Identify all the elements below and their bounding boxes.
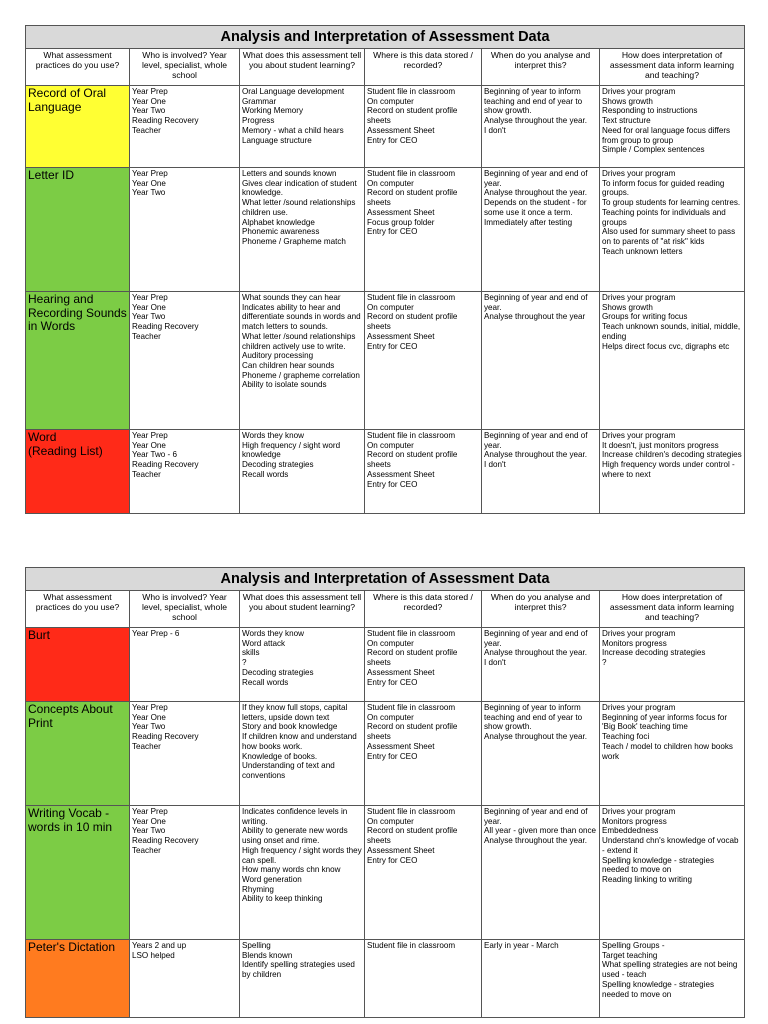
cell-tells-about-learning: Spelling Blends known Identify spelling strategies used by children <box>240 940 365 1018</box>
cell-tells-about-learning: Words they know Word attack skills ? Decoding strategies Recall words <box>240 628 365 702</box>
assessment-data-table <box>25 25 745 514</box>
column-header-tells-about-learning: What does this assessment tell you about student learning? <box>240 49 365 86</box>
column-header-informs-teaching: How does interpretation of assessment data inform learning and teaching? <box>600 591 745 628</box>
cell-tells-about-learning: What sounds they can hear Indicates ability to hear and differentiate sounds in words and match letters to sounds. What letter /sound relationships children actively use to write. Auditory processing Can children hear sounds Phoneme / grapheme correlation Ability to isolate sounds <box>240 292 365 430</box>
table-row <box>26 940 745 1018</box>
cell-tells-about-learning: Oral Language development Grammar Working Memory Progress Memory - what a child hears Language structure <box>240 86 365 168</box>
cell-practice: Hearing and Recording Sounds in Words <box>26 292 130 430</box>
cell-when-analysed: Beginning of year and end of year. Analyse throughout the year. Depends on the student - for some use it once a term. Immediately after testing <box>482 168 600 292</box>
column-header-tells-about-learning: What does this assessment tell you about student learning? <box>240 591 365 628</box>
cell-tells-about-learning: Letters and sounds known Gives clear indication of student knowledge. What letter /sound relationships children use. Alphabet knowledge Phonemic awareness Phoneme / Grapheme match <box>240 168 365 292</box>
cell-when-analysed: Beginning of year and end of year. All year - given more than once Analyse throughout the year. <box>482 806 600 940</box>
cell-when-analysed: Beginning of year to inform teaching and end of year to show growth. Analyse throughout the year. <box>482 702 600 806</box>
cell-data-stored: Student file in classroom On computer Record on student profile sheets Assessment Sheet Focus group folder Entry for CEO <box>365 168 482 292</box>
column-header-data-stored: Where is this data stored / recorded? <box>365 49 482 86</box>
cell-practice: Record of Oral Language <box>26 86 130 168</box>
cell-informs-teaching: Drives your program Beginning of year informs focus for 'Big Book' teaching time Teaching foci Teach / model to children how books work <box>600 702 745 806</box>
cell-tells-about-learning: If they know full stops, capital letters, upside down text Story and book knowledge If children know and understand how books work. Knowledge of books. Understanding of text and conventions <box>240 702 365 806</box>
column-header-informs-teaching: How does interpretation of assessment data inform learning and teaching? <box>600 49 745 86</box>
column-header-when-analysed: When do you analyse and interpret this? <box>482 591 600 628</box>
table-row <box>26 168 745 292</box>
cell-when-analysed: Beginning of year and end of year. Analyse throughout the year. I don't <box>482 628 600 702</box>
cell-informs-teaching: Drives your program To inform focus for guided reading groups. To group students for learning centres. Teaching points for individuals and groups Also used for summary sheet to pass on to parents of "at risk" kids Teach unknown letters <box>600 168 745 292</box>
cell-data-stored: Student file in classroom On computer Record on student profile sheets Assessment Sheet Entry for CEO <box>365 292 482 430</box>
cell-when-analysed: Beginning of year to inform teaching and end of year to show growth. Analyse throughout the year. I don't <box>482 86 600 168</box>
assessment-table-1 <box>25 25 744 514</box>
cell-involved: Year Prep Year One Year Two <box>130 168 240 292</box>
assessment-data-table <box>25 567 745 1018</box>
column-header-involved: Who is involved? Year level, specialist, whole school <box>130 591 240 628</box>
cell-data-stored: Student file in classroom On computer Record on student profile sheets Assessment Sheet Entry for CEO <box>365 702 482 806</box>
cell-data-stored: Student file in classroom On computer Record on student profile sheets Assessment Sheet Entry for CEO <box>365 86 482 168</box>
cell-involved: Year Prep - 6 <box>130 628 240 702</box>
table-row <box>26 292 745 430</box>
cell-informs-teaching: Drives your program Monitors progress Embeddedness Understand chn's knowledge of vocab - extend it Spelling knowledge - strategies needed to move on Reading linking to writing <box>600 806 745 940</box>
table-title: Analysis and Interpretation of Assessment Data <box>26 26 745 49</box>
cell-when-analysed: Beginning of year and end of year. Analyse throughout the year <box>482 292 600 430</box>
cell-informs-teaching: Drives your program Shows growth Groups for writing focus Teach unknown sounds, initial, middle, ending Helps direct focus cvc, digraphs etc <box>600 292 745 430</box>
column-header-practice: What assessment practices do you use? <box>26 591 130 628</box>
assessment-table-2 <box>25 567 744 1018</box>
cell-practice: Writing Vocab - words in 10 min <box>26 806 130 940</box>
cell-data-stored: Student file in classroom <box>365 940 482 1018</box>
cell-practice: Letter ID <box>26 168 130 292</box>
cell-practice: Burt <box>26 628 130 702</box>
table-title-row <box>26 568 745 591</box>
column-header-row <box>26 49 745 86</box>
cell-informs-teaching: Spelling Groups - Target teaching What spelling strategies are not being used - teach Spelling knowledge - strategies needed to move on <box>600 940 745 1018</box>
cell-data-stored: Student file in classroom On computer Record on student profile sheets Assessment Sheet Entry for CEO <box>365 430 482 514</box>
cell-data-stored: Student file in classroom On computer Record on student profile sheets Assessment Sheet Entry for CEO <box>365 628 482 702</box>
cell-involved: Years 2 and up LSO helped <box>130 940 240 1018</box>
cell-informs-teaching: Drives your program Shows growth Responding to instructions Text structure Need for oral language focus differs from group to group Simple / Complex sentences <box>600 86 745 168</box>
cell-involved: Year Prep Year One Year Two Reading Recovery Teacher <box>130 86 240 168</box>
table-title-row <box>26 26 745 49</box>
cell-involved: Year Prep Year One Year Two Reading Recovery Teacher <box>130 806 240 940</box>
cell-involved: Year Prep Year One Year Two - 6 Reading Recovery Teacher <box>130 430 240 514</box>
table-title: Analysis and Interpretation of Assessment Data <box>26 568 745 591</box>
cell-tells-about-learning: Words they know High frequency / sight word knowledge Decoding strategies Recall words <box>240 430 365 514</box>
cell-practice: Concepts About Print <box>26 702 130 806</box>
column-header-when-analysed: When do you analyse and interpret this? <box>482 49 600 86</box>
cell-involved: Year Prep Year One Year Two Reading Recovery Teacher <box>130 292 240 430</box>
table-row <box>26 86 745 168</box>
cell-practice: Word (Reading List) <box>26 430 130 514</box>
column-header-data-stored: Where is this data stored / recorded? <box>365 591 482 628</box>
column-header-row <box>26 591 745 628</box>
table-row <box>26 702 745 806</box>
table-row <box>26 430 745 514</box>
cell-involved: Year Prep Year One Year Two Reading Recovery Teacher <box>130 702 240 806</box>
cell-when-analysed: Early in year - March <box>482 940 600 1018</box>
cell-tells-about-learning: Indicates confidence levels in writing. Ability to generate new words using onset and rime. High frequency / sight words they can spell. How many words chn know Word generation Rhyming Ability to keep thinking <box>240 806 365 940</box>
table-row <box>26 628 745 702</box>
table-row <box>26 806 745 940</box>
cell-when-analysed: Beginning of year and end of year. Analyse throughout the year. I don't <box>482 430 600 514</box>
cell-practice: Peter's Dictation <box>26 940 130 1018</box>
column-header-practice: What assessment practices do you use? <box>26 49 130 86</box>
cell-informs-teaching: Drives your program It doesn't, just monitors progress Increase children's decoding strategies High frequency words under control - where to next <box>600 430 745 514</box>
cell-data-stored: Student file in classroom On computer Record on student profile sheets Assessment Sheet Entry for CEO <box>365 806 482 940</box>
cell-informs-teaching: Drives your program Monitors progress Increase decoding strategies ? <box>600 628 745 702</box>
column-header-involved: Who is involved? Year level, specialist, whole school <box>130 49 240 86</box>
